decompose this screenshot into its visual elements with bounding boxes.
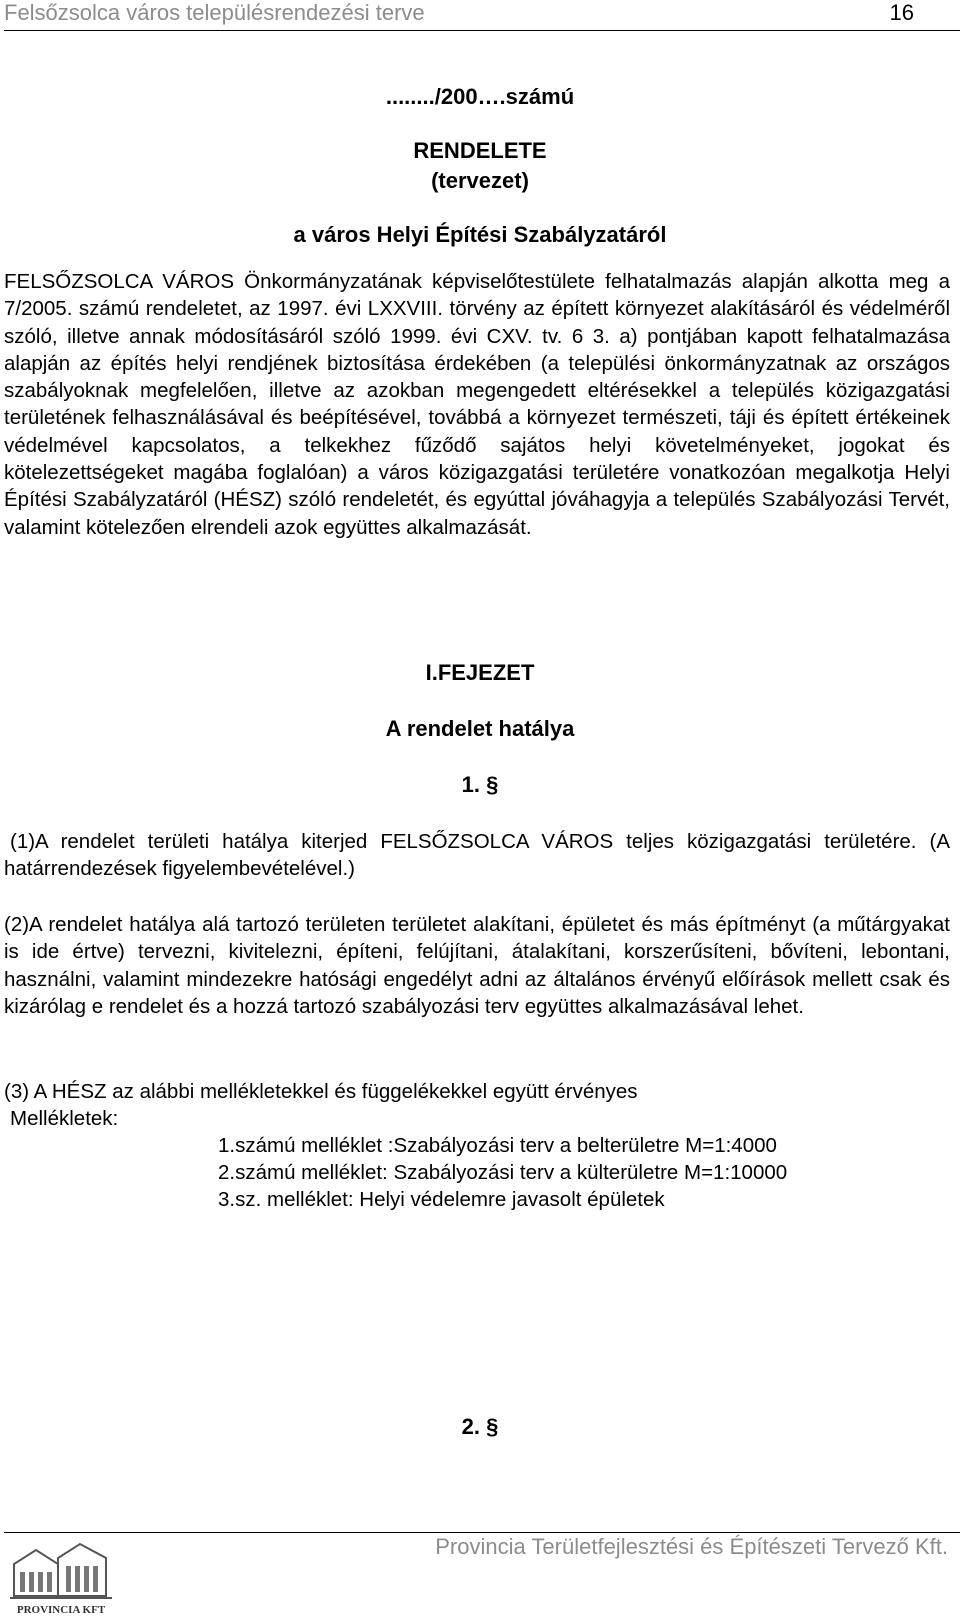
provincia-logo-icon — [6, 1536, 116, 1620]
footer-company: Provincia Területfejlesztési és Építészeti Tervező Kft. — [435, 1534, 948, 1559]
footer-rule — [4, 1532, 960, 1533]
para-2-text: (2)A rendelet hatálya alá tartozó területen területet alakítani, épületet és más építményt (a műtárgyakat is ide értve) tervezni, kivitelezni, építeni, felújítani, átalakítani, korszerűsíteni, bővíteni, lebontani, használni, valamint mindezekre hatósági engedélyt adni az általános érvényű előírások mellett csak és kizárólag e rendelet és a hozzá tartozó szabályozási terv együttes alkalmazásával lehet. — [4, 913, 950, 1018]
header-rule — [4, 30, 960, 31]
logo-graphic — [6, 1536, 116, 1606]
paragraph-sign: § — [486, 772, 499, 797]
page-header — [4, 0, 960, 27]
section-1-para-2 — [4, 911, 950, 1020]
page-number: 16 — [889, 0, 914, 25]
section-2-number: 2. — [461, 1414, 480, 1439]
decree-type: RENDELETE — [413, 138, 547, 163]
section-2-heading — [0, 1414, 960, 1440]
para-1-text: (1)A rendelet területi hatálya kiterjed FELSŐZSOLCA VÁROS teljes közigazgatási területére. (A határrendezések figyelembevételével.) — [4, 830, 950, 881]
preamble-text: FELSŐZSOLCA VÁROS Önkormányzatának képviselőtestülete felhatalmazás alapján alkotta meg a 7/2005. számú rendeletet, az 1997. évi LXXVIII. törvény az épített környezet alakításáról és védelméről szóló, illetve annak módosításáról szóló 1999. évi CXV. tv. 6 3. a) pontjában kapott felhatalmazása alapján az építés helyi rendjének biztosítása érdekében (a települési önkormányzatnak az országos szabályoknak megfelelően, illetve az azokban megengedett eltérésekkel a település közigazgatási területének felhasználásával és beépítésével, továbbá a környezet természeti, táji és épített értékeinek védelmével kapcsolatos, a telkekhez fűződő sajátos helyi követelményeket, jogokat és kötelezettségeket magába foglalóan) a város közigazgatási területére vonatkozóan megalkotja Helyi Építési Szabályzatáról (HÉSZ) szóló rendeletét, és egyúttal jóváhagyja a település Szabályozási Tervét, valamint kötelezően elrendeli azok együttes alkalmazását. — [4, 270, 950, 539]
section-1-para-3: (3) A HÉSZ az alábbi mellékletekkel és függelékekkel együtt érvényes — [4, 1080, 638, 1103]
header-title: Felsőzsolca város településrendezési terve — [4, 0, 425, 25]
annex-item: 2.számú melléklet: Szabályozási terv a külterületre M=1:10000 — [218, 1161, 788, 1184]
section-1-para-1 — [4, 828, 950, 883]
annex-item: 3.sz. melléklet: Helyi védelemre javasolt épületek — [218, 1188, 665, 1211]
annex-item: 1.számú melléklet :Szabályozási terv a belterületre M=1:4000 — [218, 1134, 777, 1157]
decree-number: ......../200….számú — [385, 84, 575, 109]
section-1-heading — [0, 772, 960, 798]
chapter-label: I.FEJEZET — [425, 660, 535, 685]
annex-label: Mellékletek: — [10, 1107, 119, 1130]
draft-label: (tervezet) — [431, 168, 529, 193]
paragraph-sign: § — [486, 1414, 499, 1439]
preamble-paragraph — [4, 268, 950, 541]
decree-subject: a város Helyi Építési Szabályzatáról — [293, 222, 667, 247]
section-1-number: 1. — [461, 772, 480, 797]
chapter-title: A rendelet hatálya — [385, 716, 575, 741]
logo-caption: PROVINCIA KFT — [16, 1604, 106, 1616]
